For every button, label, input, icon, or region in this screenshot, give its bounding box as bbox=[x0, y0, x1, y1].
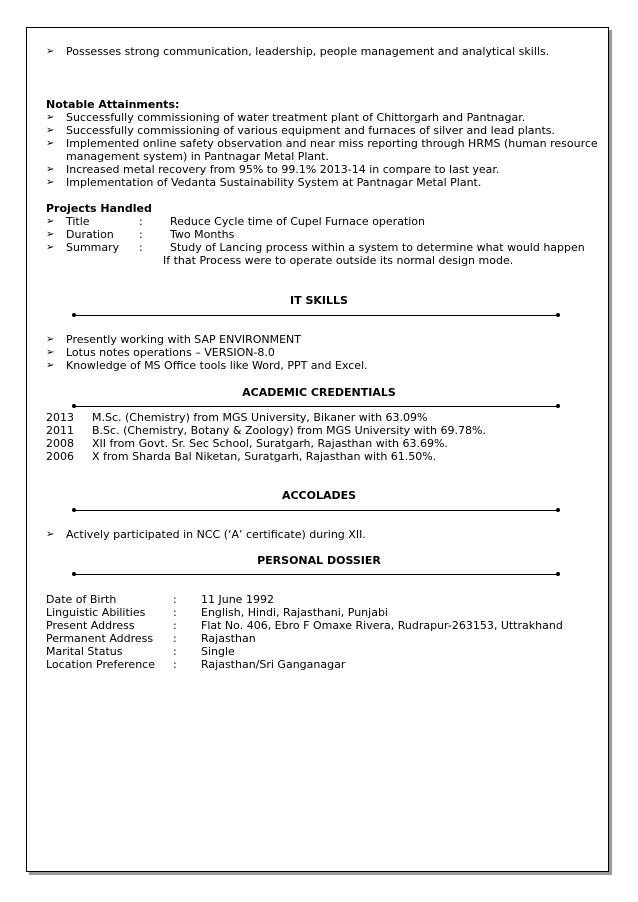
dossier-value: Single bbox=[201, 645, 235, 658]
arrow-bullet-icon: ➢ bbox=[46, 125, 55, 136]
project-value: Two Months bbox=[170, 228, 235, 241]
project-value: Study of Lancing process within a system to determine what would happen bbox=[170, 241, 585, 254]
dossier-separator: : bbox=[173, 645, 177, 658]
dossier-label: Date of Birth bbox=[46, 593, 117, 606]
arrow-bullet-icon: ➢ bbox=[46, 334, 55, 345]
attainment-item: Increased metal recovery from 95% to 99.1% 2013-14 in compare to last year. bbox=[66, 163, 500, 176]
project-separator: : bbox=[139, 215, 143, 228]
projects-heading: Projects Handled bbox=[46, 202, 152, 215]
arrow-bullet-icon: ➢ bbox=[46, 216, 55, 227]
section-divider bbox=[74, 406, 558, 407]
section-divider bbox=[74, 574, 558, 575]
attainments-heading: Notable Attainments: bbox=[46, 98, 180, 111]
section-divider bbox=[74, 510, 558, 511]
attainment-item: Implemented online safety observation and near miss reporting through HRMS (human resource bbox=[66, 137, 598, 150]
arrow-bullet-icon: ➢ bbox=[46, 347, 55, 358]
project-separator: : bbox=[139, 241, 143, 254]
academic-year: 2006 bbox=[46, 450, 74, 463]
academic-year: 2008 bbox=[46, 437, 74, 450]
arrow-bullet-icon: ➢ bbox=[46, 138, 55, 149]
dossier-label: Permanent Address bbox=[46, 632, 154, 645]
arrow-bullet-icon: ➢ bbox=[46, 177, 55, 188]
dossier-separator: : bbox=[173, 606, 177, 619]
academic-detail: M.Sc. (Chemistry) from MGS University, Bikaner with 63.09% bbox=[92, 411, 428, 424]
accolade-item: Actively participated in NCC (‘A’ certificate) during XII. bbox=[66, 528, 366, 541]
it-skill-item: Knowledge of MS Office tools like Word, PPT and Excel. bbox=[66, 359, 368, 372]
dossier-value: Flat No. 406, Ebro F Omaxe Rivera, Rudrapur-263153, Uttrakhand bbox=[201, 619, 563, 632]
dossier-separator: : bbox=[173, 619, 177, 632]
arrow-bullet-icon: ➢ bbox=[46, 112, 55, 123]
dossier-value: Rajasthan bbox=[201, 632, 256, 645]
dossier-value: Rajasthan/Sri Ganganagar bbox=[201, 658, 346, 671]
dossier-separator: : bbox=[173, 632, 177, 645]
project-separator: : bbox=[139, 228, 143, 241]
project-summary-continuation: If that Process were to operate outside its normal design mode. bbox=[163, 254, 514, 267]
it-skill-item: Presently working with SAP ENVIRONMENT bbox=[66, 333, 302, 346]
attainment-item-continuation: management system) in Pantnagar Metal Plant. bbox=[66, 150, 329, 163]
attainment-item: Successfully commissioning of water treatment plant of Chittorgarh and Pantnagar. bbox=[66, 111, 526, 124]
accolades-title: ACCOLADES bbox=[281, 489, 357, 502]
attainment-item: Successfully commissioning of various equipment and furnaces of silver and lead plants. bbox=[66, 124, 556, 137]
it-skill-item: Lotus notes operations – VERSION-8.0 bbox=[66, 346, 275, 359]
arrow-bullet-icon: ➢ bbox=[46, 229, 55, 240]
section-divider bbox=[74, 315, 558, 316]
dossier-label: Location Preference bbox=[46, 658, 155, 671]
academic-detail: B.Sc. (Chemistry, Botany & Zoology) from MGS University with 69.78%. bbox=[92, 424, 486, 437]
attainment-item: Implementation of Vedanta Sustainability System at Pantnagar Metal Plant. bbox=[66, 176, 482, 189]
dossier-separator: : bbox=[173, 658, 177, 671]
academic-detail: XII from Govt. Sr. Sec School, Suratgarh, Rajasthan with 63.69%. bbox=[92, 437, 448, 450]
arrow-bullet-icon: ➢ bbox=[46, 242, 55, 253]
academic-year: 2011 bbox=[46, 424, 74, 437]
dossier-value: 11 June 1992 bbox=[201, 593, 274, 606]
dossier-label: Present Address bbox=[46, 619, 135, 632]
arrow-bullet-icon: ➢ bbox=[46, 529, 55, 540]
academic-credentials-title: ACADEMIC CREDENTIALS bbox=[242, 386, 396, 399]
project-label: Duration bbox=[66, 228, 114, 241]
dossier-label: Marital Status bbox=[46, 645, 123, 658]
arrow-bullet-icon: ➢ bbox=[46, 360, 55, 371]
academic-detail: X from Sharda Bal Niketan, Suratgarh, Rajasthan with 61.50%. bbox=[92, 450, 437, 463]
project-label: Summary bbox=[66, 241, 120, 254]
arrow-bullet-icon: ➢ bbox=[46, 46, 55, 57]
it-skills-title: IT SKILLS bbox=[290, 294, 348, 307]
academic-year: 2013 bbox=[46, 411, 74, 424]
dossier-value: English, Hindi, Rajasthani, Punjabi bbox=[201, 606, 388, 619]
dossier-separator: : bbox=[173, 593, 177, 606]
arrow-bullet-icon: ➢ bbox=[46, 164, 55, 175]
top-skill-text: Possesses strong communication, leadership, people management and analytical skills. bbox=[66, 45, 550, 58]
project-label: Title bbox=[66, 215, 90, 228]
personal-dossier-title: PERSONAL DOSSIER bbox=[257, 554, 381, 567]
dossier-label: Linguistic Abilities bbox=[46, 606, 146, 619]
project-value: Reduce Cycle time of Cupel Furnace operation bbox=[170, 215, 426, 228]
